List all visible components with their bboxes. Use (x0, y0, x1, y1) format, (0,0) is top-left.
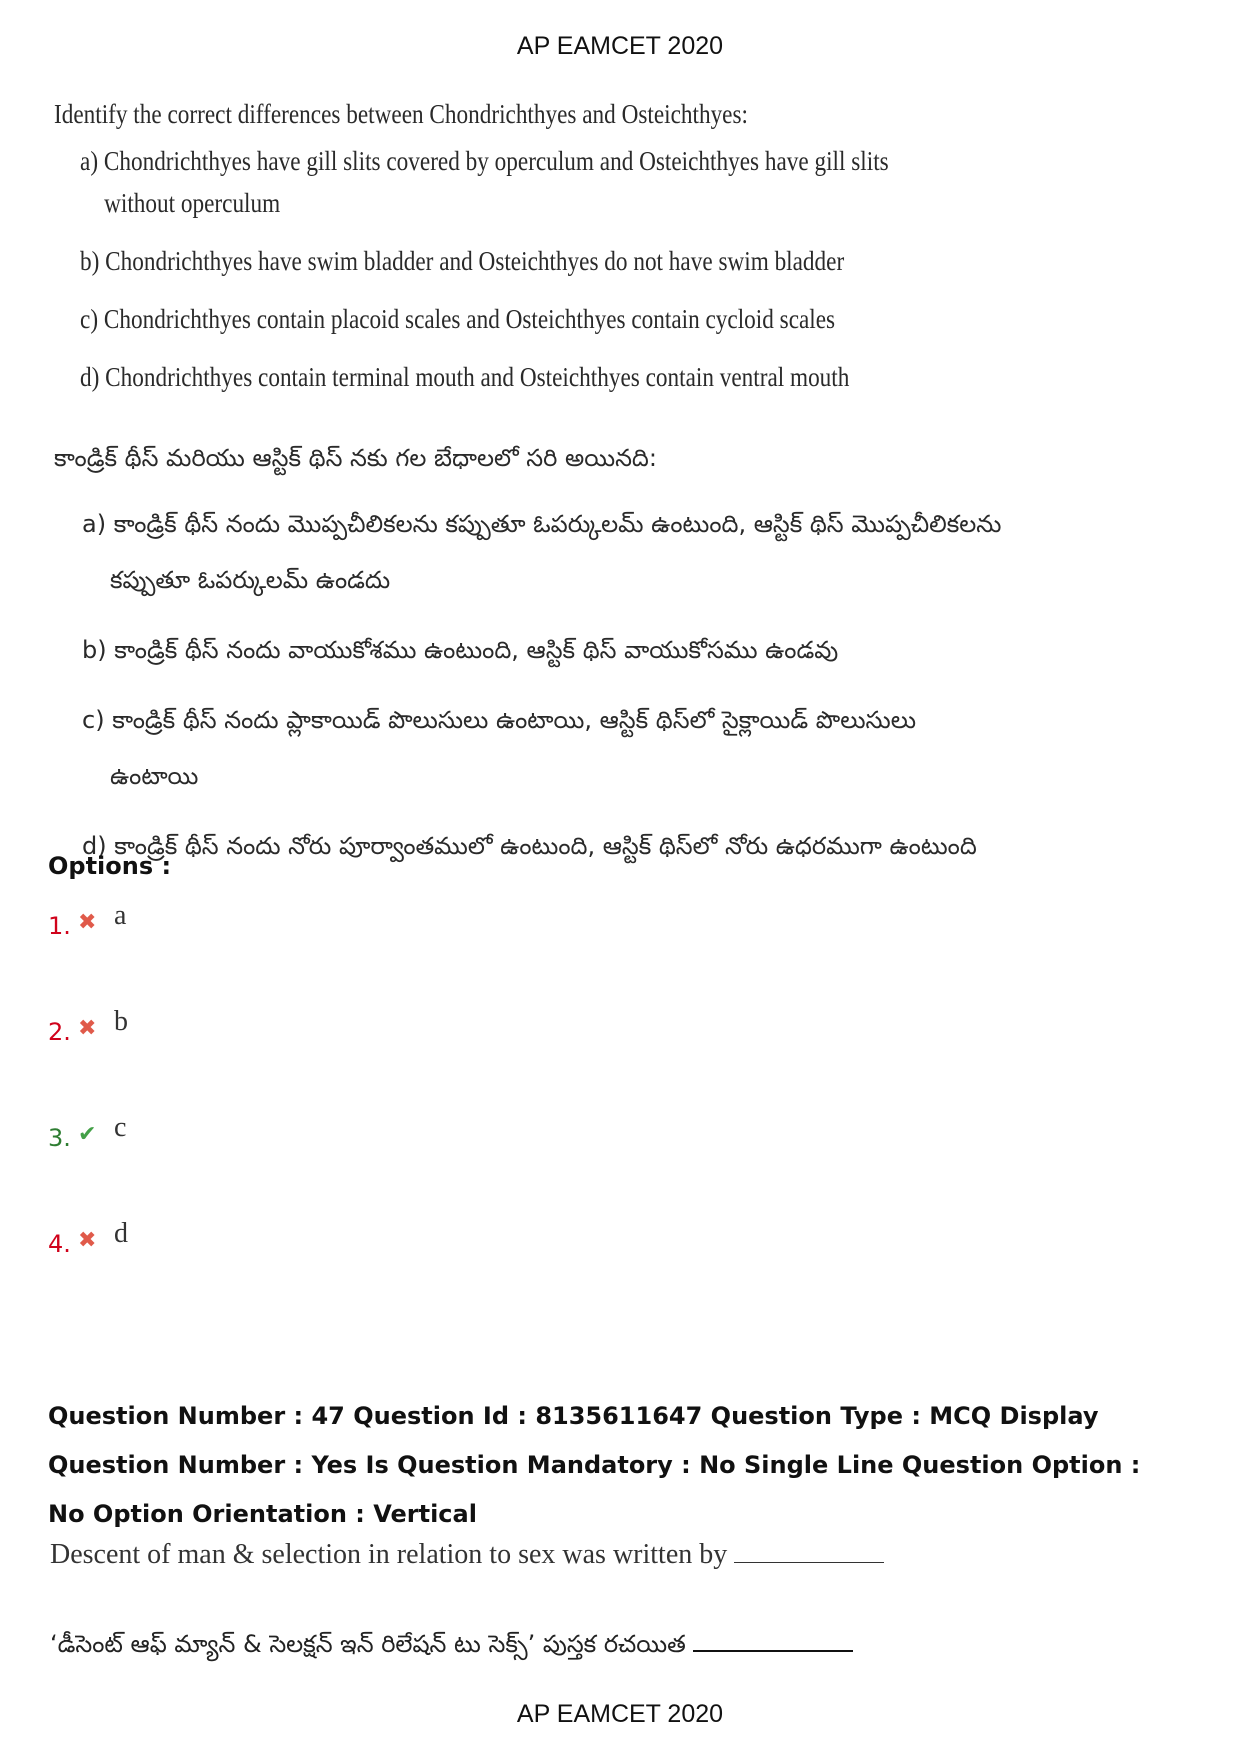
page-footer: AP EAMCET 2020 (516, 1700, 724, 1728)
page-header: AP EAMCET 2020 (516, 32, 724, 60)
question-stem: Identify the correct differences between Chondrichthyes and Osteichthyes: (54, 99, 748, 129)
next-question-english (50, 1538, 884, 1571)
option-number: 1. (48, 912, 71, 940)
options-label: Options : (48, 852, 172, 880)
statement-a: a) Chondrichthyes have gill slits covered by operculum and Osteichthyes have gill slits without operculum (80, 146, 889, 218)
statement-b: b) Chondrichthyes have swim bladder and Osteichthyes do not have swim bladder (80, 246, 845, 276)
next-question-telugu (50, 1630, 853, 1664)
question-stem-telugu: కాండ్రిక్ థీస్ మరియు ఆస్టిక్ థిస్ నకు గల బేధాలలో సరి అయినది: (54, 444, 657, 472)
cross-icon: ✖ (78, 1228, 97, 1253)
question-metadata: Question Number : 47 Question Id : 8135611647 Question Type : MCQ Display Question Number : Yes Is Question Mandatory : No Single Line Question Option : No Option Orientation : Vertical (48, 1402, 1141, 1528)
statement-b-telugu: b) కాండ్రిక్ థీస్ నందు వాయుకోశము ఉంటుంది, ఆస్టిక్ థిస్ వాయుకోసము ఉండవు (82, 636, 839, 664)
statement-d: d) Chondrichthyes contain terminal mouth and Osteichthyes contain ventral mouth (80, 362, 850, 392)
option-text: d (114, 1218, 128, 1249)
next-question-text-telugu: ‘డీసెంట్ ఆఫ్ మ్యాన్ & సెలక్షన్ ఇన్ రిలేషన్ టు సెక్స్’ పుస్తక రచయిత (50, 1630, 686, 1658)
statement-c-telugu: c) కాండ్రిక్ థీస్ నందు ప్లాకాయిడ్ పొలుసులు ఉంటాయి, ఆస్టిక్ థిస్‌లో సైక్లాయిడ్ పొలుసులు ఉంటాయి (82, 706, 917, 790)
cross-icon: ✖ (78, 1016, 97, 1041)
answer-blank (734, 1538, 884, 1563)
statement-c: c) Chondrichthyes contain placoid scales and Osteichthyes contain cycloid scales (80, 304, 836, 334)
option-text: b (114, 1006, 128, 1037)
check-icon: ✔ (78, 1122, 97, 1147)
option-text: c (114, 1112, 127, 1143)
statement-d-telugu: d) కాండ్రిక్ థీస్ నందు నోరు పూర్వాంతములో ఉంటుంది, ఆస్టిక్ థిస్‌లో నోరు ఉధరముగా ఉంటుంది (82, 832, 977, 860)
statement-a-telugu: a) కాండ్రిక్ థీస్ నందు మొప్పచీలికలను కప్పుతూ ఓపర్కులమ్ ఉంటుంది, ఆస్టిక్ థిస్ మొప్పచీలికలను కప్పుతూ ఓపర్కులమ్ ఉండదు (82, 510, 1002, 594)
option-number: 2. (48, 1018, 71, 1046)
option-number: 3. (48, 1124, 71, 1152)
next-question-text: Descent of man & selection in relation to sex was written by (50, 1539, 728, 1570)
answer-blank-telugu (693, 1630, 853, 1652)
question-english (54, 96, 1154, 414)
cross-icon: ✖ (78, 910, 97, 935)
question-telugu (54, 440, 1154, 888)
option-number: 4. (48, 1230, 71, 1258)
option-text: a (114, 900, 127, 931)
